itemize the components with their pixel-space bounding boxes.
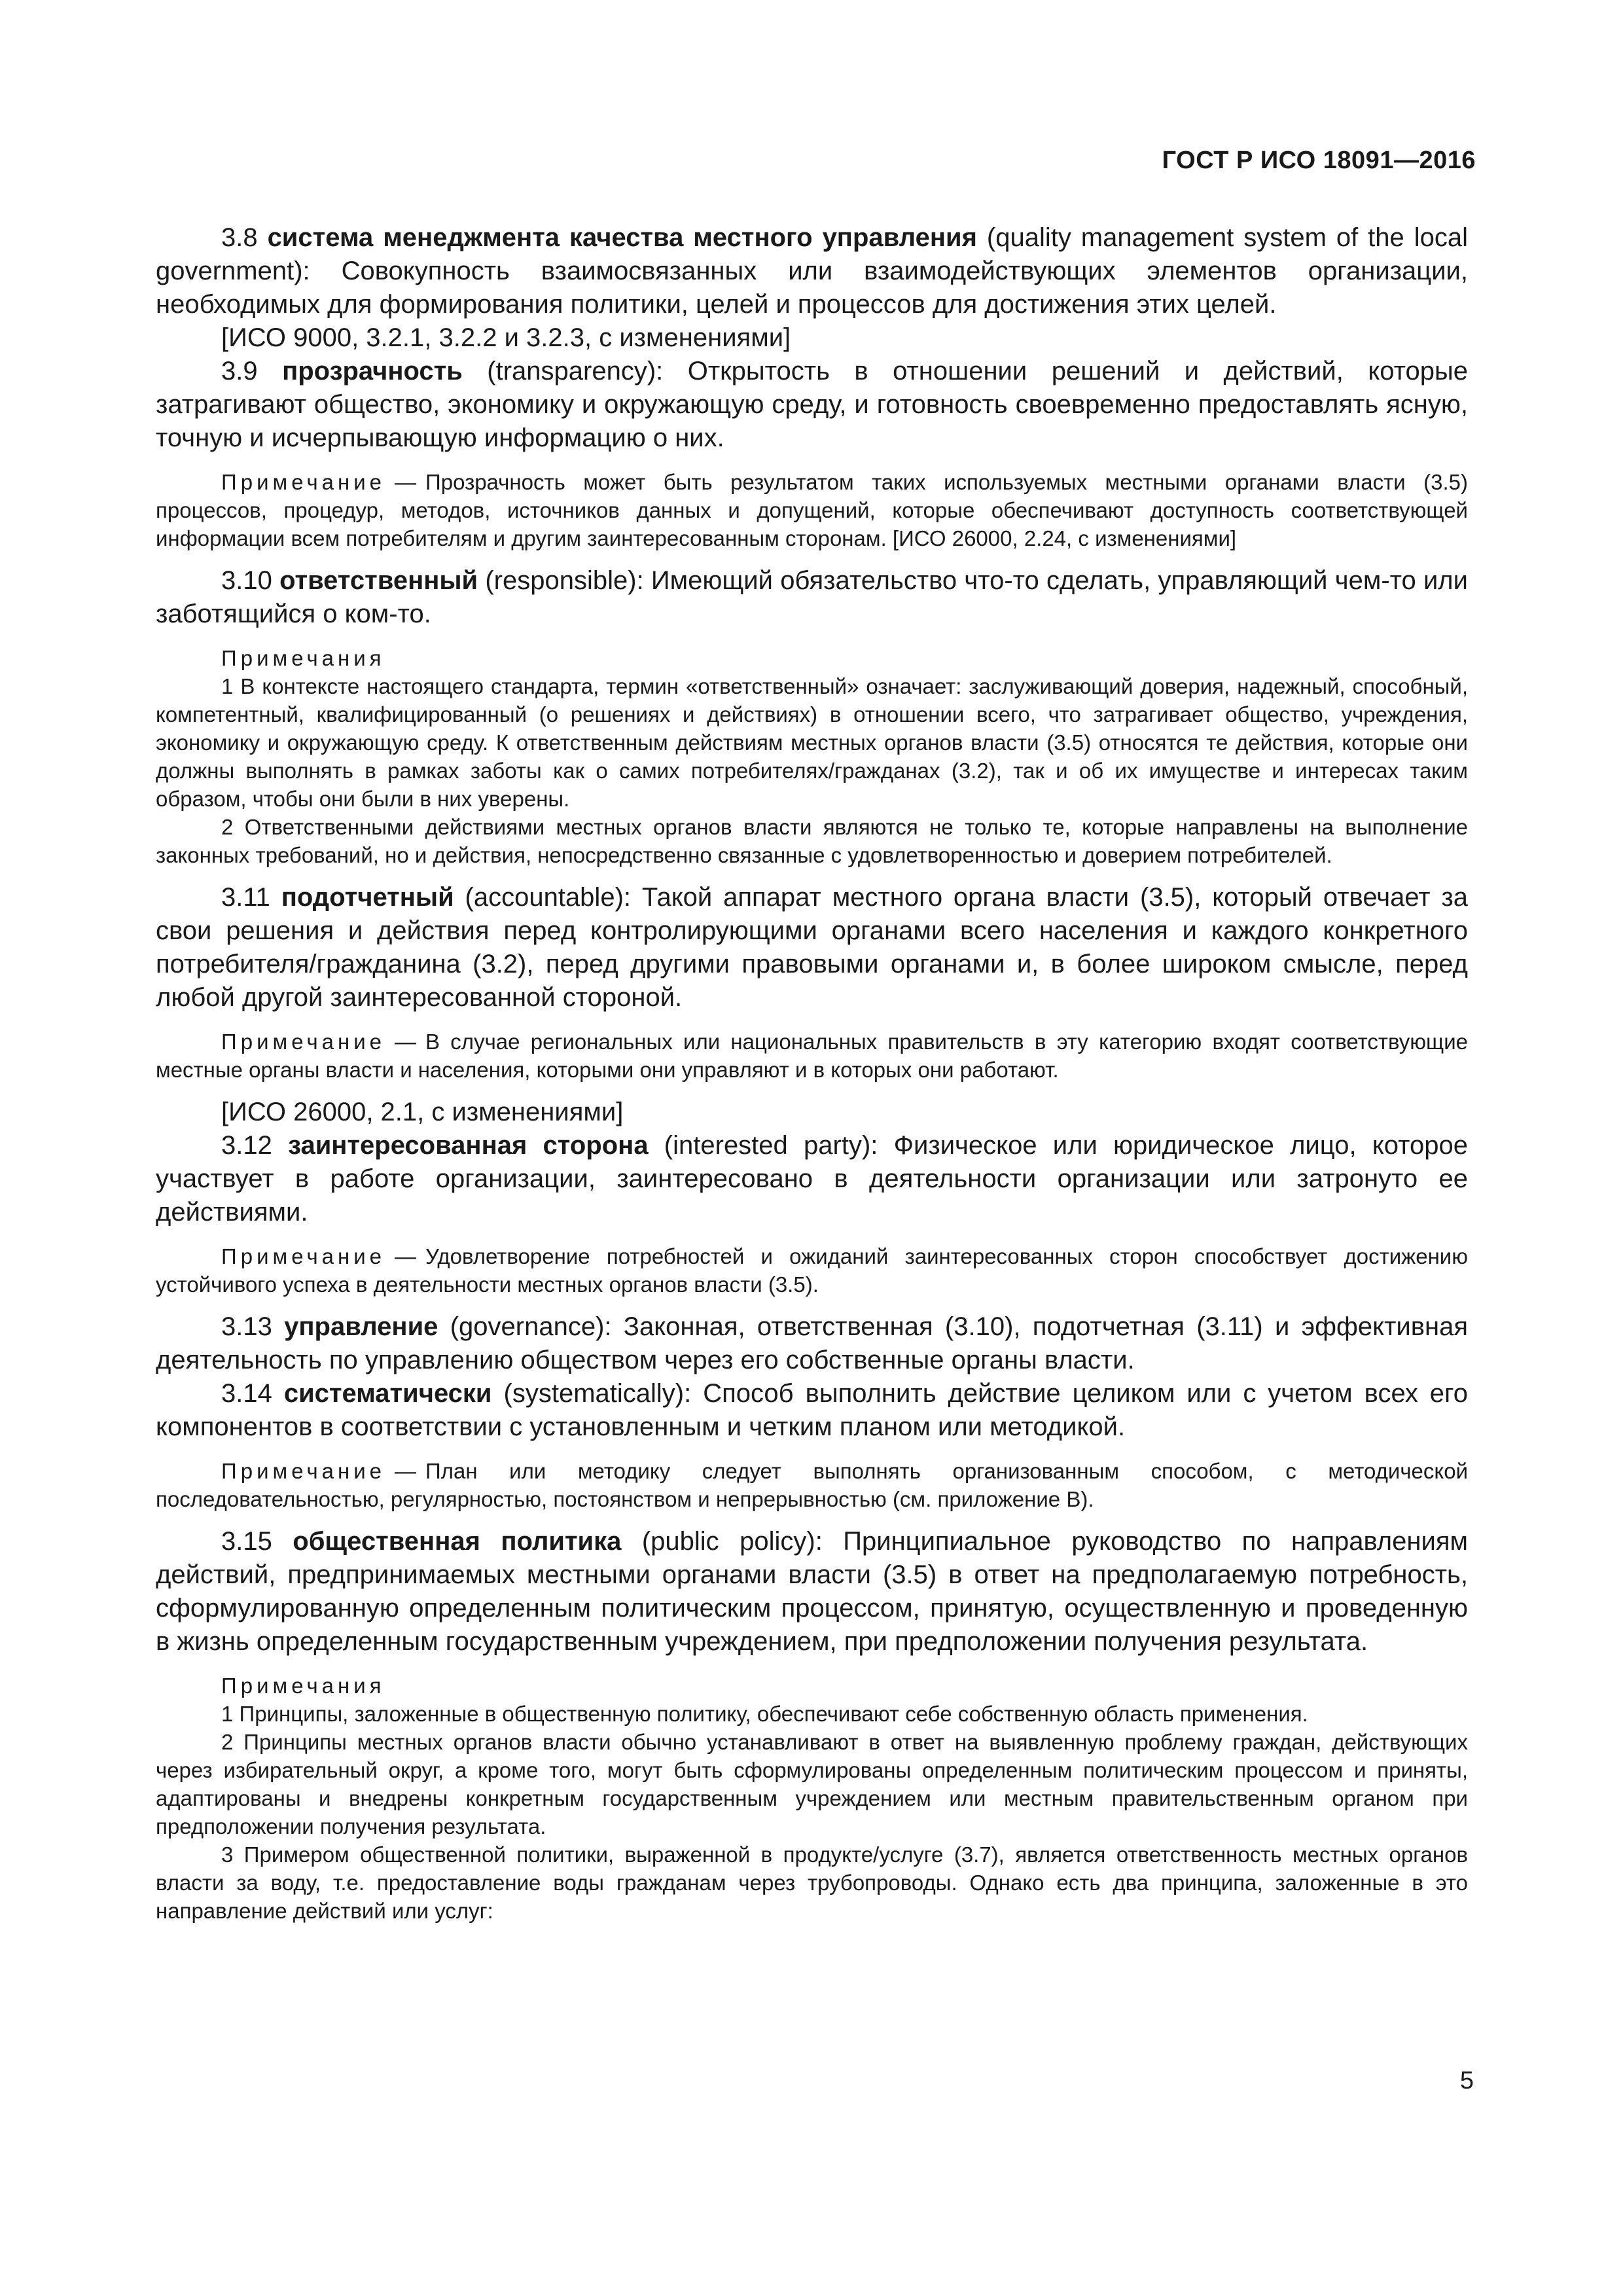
term-title: система менеджмента качества местного управления	[267, 223, 977, 252]
term-number: 3.14	[221, 1379, 284, 1408]
term-definition: (transparency): Открытость в отношении решений и действий, которые затрагивают общество, экономику и окружающую среду, и готовность своевременно предоставлять ясную, точную и исчерпывающую информацию о них.	[156, 357, 1468, 452]
term-note-3-15-3: 3 Примером общественной политики, выраженной в продукте/услуге (3.7), является ответственность местных органов власти за воду, т.е. предоставление воды гражданам через трубопроводы. Однако есть два принципа, заложенные в это направление действий или услуг:	[156, 1842, 1468, 1923]
note-label: Примечание	[221, 1030, 386, 1054]
note-dash: —	[395, 1030, 417, 1054]
term-note-3-12	[156, 1242, 1468, 1299]
term-note-3-10-2: 2 Ответственными действиями местных органов власти являются не только те, которые направлены на выполнение законных требований, но и действия, непосредственно связанные с удовлетворенностью и доверием потребителей.	[156, 815, 1468, 867]
term-entry-3-13	[156, 1310, 1468, 1377]
term-entry-3-12	[156, 1129, 1468, 1229]
note-label: Примечание	[221, 1244, 386, 1268]
term-note-3-14	[156, 1457, 1468, 1513]
term-definition: (public policy): Принципиальное руководство по направлениям действий, предпринимаемых местными органами власти (3.5) в ответ на предполагаемую потребность, сформулированную определенным политическим процессом, принятую, осуществленную и проведенную в жизнь определенным государственным учреждением, при предположении получения результата.	[156, 1527, 1468, 1656]
term-note-3-15-1: 1 Принципы, заложенные в общественную политику, обеспечивают себе собственную область применения.	[221, 1702, 1308, 1726]
page-content	[156, 221, 1468, 1925]
notes-label: Примечания	[221, 646, 385, 670]
term-note-3-11	[156, 1028, 1468, 1084]
term-entry-3-8	[156, 221, 1468, 321]
term-title: подотчетный	[281, 883, 454, 912]
note-label: Примечание	[221, 1459, 386, 1483]
term-title: заинтересованная сторона	[288, 1131, 649, 1160]
term-number: 3.13	[221, 1312, 285, 1341]
note-text: В случае региональных или национальных правительств в эту категорию входят соответствующие местные органы власти и населения, которыми они управляют и в которых они работают.	[156, 1030, 1468, 1082]
term-entry-3-15	[156, 1525, 1468, 1659]
term-definition: (interested party): Физическое или юридическое лицо, которое участвует в работе организации, заинтересовано в деятельности организации или затронуто ее действиями.	[156, 1131, 1468, 1227]
term-entry-3-9	[156, 355, 1468, 455]
term-source-3-11: [ИСО 26000, 2.1, с изменениями]	[221, 1098, 624, 1126]
note-text: План или методику следует выполнять организованным способом, с методической последовательностью, регулярностью, постоянством и непрерывностью (см. приложение В).	[156, 1459, 1468, 1511]
term-definition: (systematically): Способ выполнить действие целиком или с учетом всех его компонентов в соответствии с установленным и четким планом или методикой.	[156, 1379, 1469, 1441]
term-number: 3.11	[221, 883, 281, 912]
term-source-3-8: [ИСО 9000, 3.2.1, 3.2.2 и 3.2.3, с изменениями]	[221, 323, 791, 352]
term-number: 3.9	[221, 357, 283, 386]
note-text: Прозрачность может быть результатом таких используемых местными органами власти (3.5) процессов, процедур, методов, источников данных и допущений, которые обеспечивают доступность соответствующей информации всем потребителям и другим заинтересованным сторонам. [ИСО 26000, 2.24, с изменениями]	[156, 470, 1468, 550]
term-definition: (governance): Законная, ответственная (3.10), подотчетная (3.11) и эффективная деятельность по управлению обществом через его собственные органы власти.	[156, 1312, 1468, 1374]
term-number: 3.12	[221, 1131, 289, 1160]
note-dash: —	[395, 1459, 417, 1483]
term-number: 3.10	[221, 566, 280, 595]
term-title: управление	[284, 1312, 438, 1341]
term-note-3-10-1: 1 В контексте настоящего стандарта, термин «ответственный» означает: заслуживающий доверия, надежный, способный, компетентный, квалифицированный (о решениях и действиях) в отношении всего, что затрагивает общество, учреждения, экономику и окружающую среду. К ответственным действиям местных органов власти (3.5) относятся те действия, которые они должны выполнять в рамках заботы как о самих потребителях/гражданах (3.2), так и об их имуществе и интересах таким образом, чтобы они были в них уверены.	[156, 674, 1468, 811]
term-title: общественная политика	[293, 1527, 622, 1556]
notes-heading-3-15	[156, 1672, 1468, 1700]
term-title: ответственный	[279, 566, 478, 595]
notes-label: Примечания	[221, 1674, 385, 1698]
notes-heading-3-10	[156, 644, 1468, 672]
term-entry-3-11	[156, 881, 1468, 1014]
note-dash: —	[395, 1244, 417, 1268]
page-number: 5	[1459, 2067, 1474, 2094]
term-title: прозрачность	[282, 357, 463, 386]
term-definition: (accountable): Такой аппарат местного органа власти (3.5), который отвечает за свои решения и действия перед контролирующими органами всего населения и каждого конкретного потребителя/гражданина (3.2), перед другими правовыми органами и, в более широком смысле, перед любой другой заинтересованной стороной.	[156, 883, 1468, 1012]
term-number: 3.15	[221, 1527, 293, 1556]
note-label: Примечание	[221, 470, 386, 494]
term-title: систематически	[283, 1379, 492, 1408]
term-note-3-15-2: 2 Принципы местных органов власти обычно устанавливают в ответ на выявленную проблему граждан, действующих через избирательный округ, а кроме того, могут быть сформулированы определенным политическим процессом и приняты, адаптированы и внедрены конкретным государственным учреждением или местным правительственным органом при предположении получения результата.	[156, 1730, 1468, 1839]
document-header: ГОСТ Р ИСО 18091—2016	[1162, 147, 1476, 174]
note-dash: —	[395, 470, 417, 494]
term-definition: (quality management system of the local government): Совокупность взаимосвязанных или взаимодействующих элементов организации, необходимых для формирования политики, целей и процессов для достижения этих целей.	[156, 223, 1468, 319]
term-number: 3.8	[221, 223, 268, 252]
term-definition: (responsible): Имеющий обязательство что-то сделать, управляющий чем-то или заботящийся о ком-то.	[156, 566, 1468, 628]
term-entry-3-14	[156, 1377, 1468, 1444]
term-note-3-9	[156, 468, 1468, 552]
term-entry-3-10	[156, 564, 1468, 631]
note-text: Удовлетворение потребностей и ожиданий заинтересованных сторон способствует достижению устойчивого успеха в деятельности местных органов власти (3.5).	[156, 1244, 1468, 1297]
